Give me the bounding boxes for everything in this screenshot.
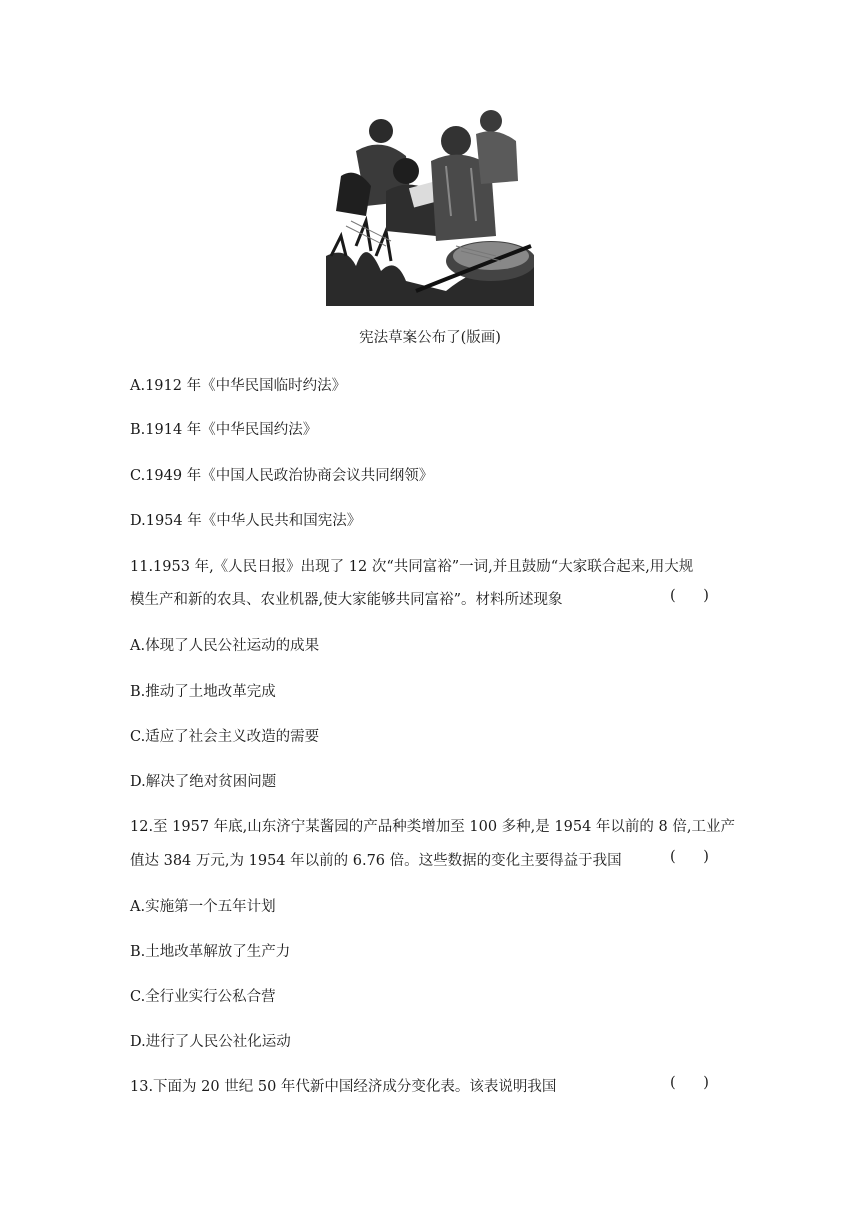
q12-answer-bracket: ( ): [670, 849, 709, 865]
q10-option-c: C.1949 年《中国人民政治协商会议共同纲领》: [130, 468, 434, 484]
q11-option-d: D.解决了绝对贫困问题: [130, 774, 277, 790]
q11-answer-bracket: ( ): [670, 588, 709, 604]
q11-option-a: A.体现了人民公社运动的成果: [130, 638, 320, 654]
q10-option-a: A.1912 年《中华民国临时约法》: [130, 378, 347, 394]
q12-stem-line2-row: [130, 849, 730, 870]
q12-stem-line2: 值达 384 万元,为 1954 年以前的 6.76 倍。这些数据的变化主要得益于我国: [130, 853, 622, 869]
q12-option-c: C.全行业实行公私合营: [130, 989, 276, 1005]
q12-stem-line1: 12.至 1957 年底,山东济宁某酱园的产品种类增加至 100 多种,是 1954 年以前的 8 倍,工业产: [130, 819, 735, 835]
q12-option-a: A.实施第一个五年计划: [130, 899, 276, 915]
q10-option-b: B.1914 年《中华民国约法》: [130, 422, 318, 438]
q11-option-b: B.推动了土地改革完成: [130, 684, 276, 700]
q11-option-c: C.适应了社会主义改造的需要: [130, 729, 320, 745]
q11-stem-line2: 模生产和新的农具、农业机器,使大家能够共同富裕”。材料所述现象: [130, 592, 563, 608]
q10-option-d: D.1954 年《中华人民共和国宪法》: [130, 513, 362, 529]
woodcut-illustration: [326, 106, 534, 306]
q11-stem-line1: 11.1953 年,《人民日报》出现了 12 次“共同富裕”一词,并且鼓励“大家联合起来,用大规: [130, 559, 694, 575]
q13-answer-bracket: ( ): [670, 1075, 709, 1091]
q12-option-b: B.土地改革解放了生产力: [130, 944, 291, 960]
q12-option-d: D.进行了人民公社化运动: [130, 1034, 291, 1050]
q11-stem-line2-row: [130, 588, 730, 609]
q13-stem-line1: 13.下面为 20 世纪 50 年代新中国经济成分变化表。该表说明我国: [130, 1079, 557, 1095]
figure-caption: 宪法草案公布了(版画): [359, 330, 501, 346]
